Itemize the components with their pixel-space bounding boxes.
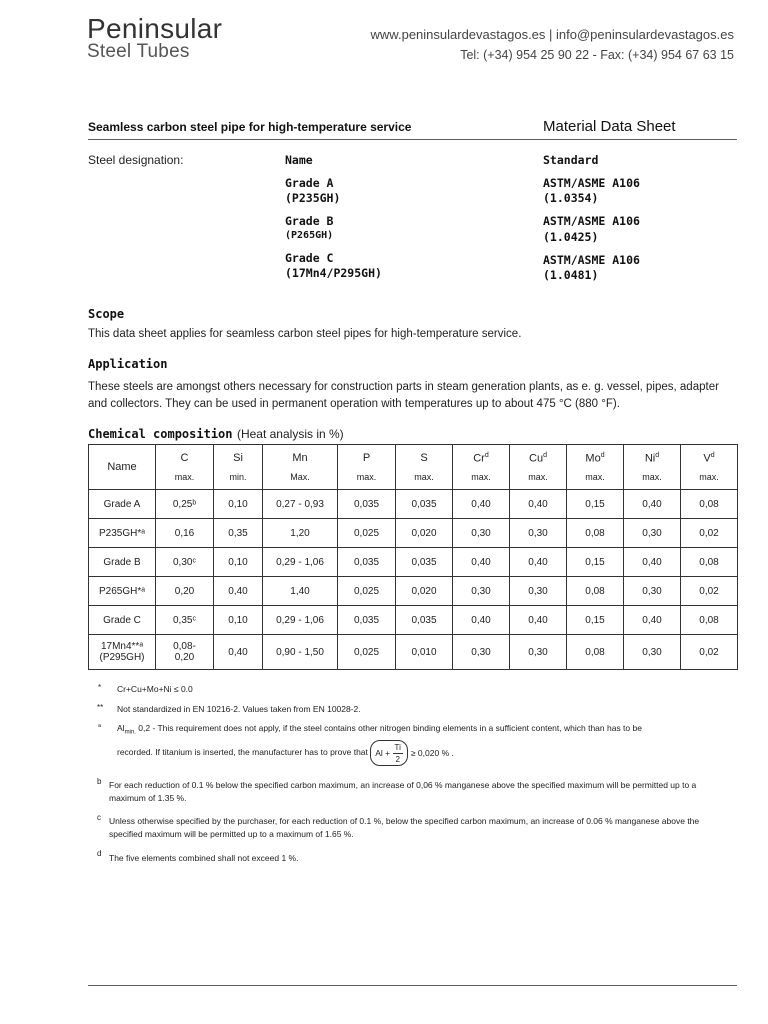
titanium-formula (370, 740, 454, 766)
cell-mn: 1,40 (263, 577, 338, 606)
grade-a-name: Grade A (285, 176, 334, 190)
footnote-dstar-mark: ** (97, 703, 104, 712)
footnote-dstar-text: Not standardized in EN 10216-2. Values taken from EN 10028-2. (117, 704, 361, 714)
footnote-b-mark: b (97, 777, 102, 786)
grade-a-standard: ASTM/ASME A106 (543, 176, 640, 190)
table-header-mn (263, 445, 338, 490)
cell-mn: 0,29 - 1,06 (263, 548, 338, 577)
footnote-d-text: The five elements combined shall not exceed 1 %. (109, 853, 299, 863)
cell-mo: 0,15 (567, 548, 624, 577)
cell-v: 0,02 (681, 577, 738, 606)
element-symbol: Cu$^d$ (529, 451, 547, 465)
row-name: Grade A (89, 490, 156, 519)
footnote-c-mark: c (97, 813, 101, 822)
table-header-s (396, 445, 453, 490)
element-limit: max. (642, 472, 662, 483)
cell-si: 0,10 (214, 548, 263, 577)
cell-v: 0,08 (681, 548, 738, 577)
row-name: P235GH*ᵃ (89, 519, 156, 548)
cell-c: 0,20 (156, 577, 214, 606)
sheet-title: Material Data Sheet (543, 118, 676, 135)
document-title: Seamless carbon steel pipe for high-temperature service (88, 120, 412, 134)
table-row (89, 490, 738, 519)
footnote-a-line2 (117, 739, 454, 766)
footnote-star-text: Cr+Cu+Mo+Ni ≤ 0.0 (117, 684, 193, 694)
footnote-b-text: For each reduction of 0.1 % below the specified carbon maximum, an increase of 0,06 % manganese above the specified maximum will be permitted up to a maximum of 1.35 %. (109, 780, 697, 803)
formula-denominator: 2 (395, 755, 400, 764)
cell-v: 0,08 (681, 490, 738, 519)
header-contact[interactable]: www.peninsulardevastagos.es | info@peninsulardevastagos.es (370, 27, 734, 42)
table-row (89, 577, 738, 606)
footnote-a-al-sub: min. (124, 729, 136, 736)
row-name: P265GH*ᵃ (89, 577, 156, 606)
cell-cu: 0,40 (510, 606, 567, 635)
element-limit: max. (585, 472, 605, 483)
grade-c-number: (1.0481) (543, 268, 599, 282)
grade-b-number: (1.0425) (543, 230, 599, 244)
cell-si: 0,10 (214, 490, 263, 519)
footnote-d-mark: d (97, 849, 102, 858)
element-symbol: C (180, 452, 189, 464)
cell-s: 0,035 (396, 490, 453, 519)
footnote-star-mark: * (98, 683, 102, 692)
cell-c: 0,16 (156, 519, 214, 548)
logo-subtitle: Steel Tubes (87, 41, 190, 62)
footnote-a-line1-rest: 0,2 - This requirement does not apply, if the steel contains other nitrogen binding elements in a sufficient content, which than has to be (135, 723, 642, 733)
chemical-heading: Chemical composition (88, 427, 233, 441)
cell-p: 0,035 (338, 606, 396, 635)
cell-s: 0,035 (396, 606, 453, 635)
grade-c-alt: (17Mn4/P295GH) (285, 266, 382, 280)
cell-p: 0,035 (338, 548, 396, 577)
chemical-heading-line (88, 425, 344, 443)
cell-p: 0,025 (338, 577, 396, 606)
standard-header: Standard (543, 153, 599, 167)
application-heading: Application (88, 357, 168, 371)
grade-a-alt: (P235GH) (285, 191, 341, 205)
chemical-table (88, 444, 738, 670)
table-header-p (338, 445, 396, 490)
table-row (89, 548, 738, 577)
footnote-a-line2-text: recorded. If titanium is inserted, the manufacturer has to prove that (117, 747, 368, 757)
table-row (89, 635, 738, 670)
table-header-mo (567, 445, 624, 490)
footnote-a-al: Al (117, 723, 125, 733)
footnote-c-text: Unless otherwise specified by the purchaser, for each reduction of 0.1 %, below the specified carbon maximum, an increase of 0.06 % manganese above the specified maximum will be permitted up to a maximum of 1.65 %. (109, 816, 700, 839)
formula-numerator: Ti (394, 743, 401, 752)
grade-b-alt: (P265GH) (285, 230, 334, 241)
footnote-a-mark: ᵃ (98, 722, 101, 731)
cell-si: 0,40 (214, 635, 263, 670)
element-limit: max. (174, 472, 195, 482)
cell-c: 0,35ᶜ (156, 606, 214, 635)
element-symbol: Cr$^d$ (473, 451, 489, 465)
cell-cu: 0,30 (510, 577, 567, 606)
cell-ni: 0,40 (624, 606, 681, 635)
cell-mo: 0,08 (567, 519, 624, 548)
cell-si: 0,40 (214, 577, 263, 606)
grade-b-name: Grade B (285, 214, 334, 228)
table-header-cr (453, 445, 510, 490)
cell-cr: 0,30 (453, 519, 510, 548)
application-text: These steels are amongst others necessary for construction parts in steam generation plants, as e. g. vessel, pipes, adapter and collectors. They can be used in permanent operation with temperatures up to about 475 °C (880 °F). (88, 381, 719, 410)
cell-ni: 0,30 (624, 519, 681, 548)
formula-fraction (393, 742, 403, 765)
element-limit: max. (699, 472, 719, 483)
cell-cu: 0,40 (510, 490, 567, 519)
element-limit: max. (471, 472, 491, 483)
scope-text: This data sheet applies for seamless carbon steel pipes for high-temperature service. (88, 328, 522, 340)
cell-s: 0,020 (396, 519, 453, 548)
cell-cr: 0,30 (453, 577, 510, 606)
cell-si: 0,35 (214, 519, 263, 548)
scope-heading: Scope (88, 307, 125, 321)
cell-c: 0,08- 0,20 (156, 635, 214, 670)
element-limit: max. (356, 472, 377, 482)
cell-ni: 0,30 (624, 635, 681, 670)
cell-v: 0,02 (681, 635, 738, 670)
cell-cu: 0,40 (510, 548, 567, 577)
cell-mn: 1,20 (263, 519, 338, 548)
element-symbol: Ni$^d$ (644, 451, 660, 465)
cell-c: 0,30ᶜ (156, 548, 214, 577)
cell-cr: 0,40 (453, 490, 510, 519)
cell-ni: 0,30 (624, 577, 681, 606)
grade-b-standard: ASTM/ASME A106 (543, 214, 640, 228)
cell-s: 0,035 (396, 548, 453, 577)
element-limit: min. (229, 472, 247, 482)
table-header-row (89, 445, 738, 490)
cell-cu: 0,30 (510, 519, 567, 548)
title-divider (88, 139, 737, 140)
cell-p: 0,025 (338, 635, 396, 670)
cell-cr: 0,40 (453, 606, 510, 635)
element-symbol: Mo$^d$ (585, 451, 605, 465)
cell-cr: 0,40 (453, 548, 510, 577)
cell-v: 0,08 (681, 606, 738, 635)
formula-paren (370, 740, 408, 766)
grade-c-name: Grade C (285, 251, 334, 265)
table-body (89, 490, 738, 670)
table-header-v (681, 445, 738, 490)
table-header-name: Name (89, 445, 156, 490)
row-name: 17Mn4**ᵃ (P295GH) (89, 635, 156, 670)
cell-mo: 0,08 (567, 577, 624, 606)
header-phone: Tel: (+34) 954 25 90 22 - Fax: (+34) 954 67 63 15 (460, 48, 734, 62)
cell-mn: 0,29 - 1,06 (263, 606, 338, 635)
name-header: Name (285, 153, 313, 167)
cell-p: 0,035 (338, 490, 396, 519)
element-limit: Max. (290, 472, 310, 482)
element-limit: max. (528, 472, 548, 483)
cell-s: 0,020 (396, 577, 453, 606)
cell-mn: 0,27 - 0,93 (263, 490, 338, 519)
row-name: Grade C (89, 606, 156, 635)
grade-c-standard: ASTM/ASME A106 (543, 253, 640, 267)
cell-si: 0,10 (214, 606, 263, 635)
cell-mo: 0,08 (567, 635, 624, 670)
cell-s: 0,010 (396, 635, 453, 670)
footnote-a-line1 (117, 722, 717, 740)
element-limit: max. (414, 472, 434, 482)
element-symbol: S (420, 452, 428, 464)
cell-ni: 0,40 (624, 548, 681, 577)
cell-mo: 0,15 (567, 606, 624, 635)
cell-v: 0,02 (681, 519, 738, 548)
cell-mn: 0,90 - 1,50 (263, 635, 338, 670)
chemical-subheading: (Heat analysis in %) (236, 427, 344, 441)
table-header-ni (624, 445, 681, 490)
table-row (89, 519, 738, 548)
logo-wordmark: Peninsular (87, 13, 223, 44)
element-symbol: Si (233, 452, 243, 464)
formula-al: Al + (375, 747, 391, 758)
designation-label: Steel designation: (88, 153, 184, 167)
element-symbol: P (362, 452, 371, 464)
formula-rhs: ≥ 0,020 % . (410, 747, 454, 758)
grade-a-number: (1.0354) (543, 191, 599, 205)
element-symbol: Mn (292, 452, 308, 464)
table-header-c (156, 445, 214, 490)
cell-cu: 0,30 (510, 635, 567, 670)
table-header-si (214, 445, 263, 490)
cell-c: 0,25ᵇ (156, 490, 214, 519)
cell-p: 0,025 (338, 519, 396, 548)
table-row (89, 606, 738, 635)
cell-mo: 0,15 (567, 490, 624, 519)
row-name: Grade B (89, 548, 156, 577)
footer-divider (88, 985, 737, 986)
cell-ni: 0,40 (624, 490, 681, 519)
cell-cr: 0,30 (453, 635, 510, 670)
element-symbol: $V^d$ (703, 451, 715, 465)
table-header-cu (510, 445, 567, 490)
